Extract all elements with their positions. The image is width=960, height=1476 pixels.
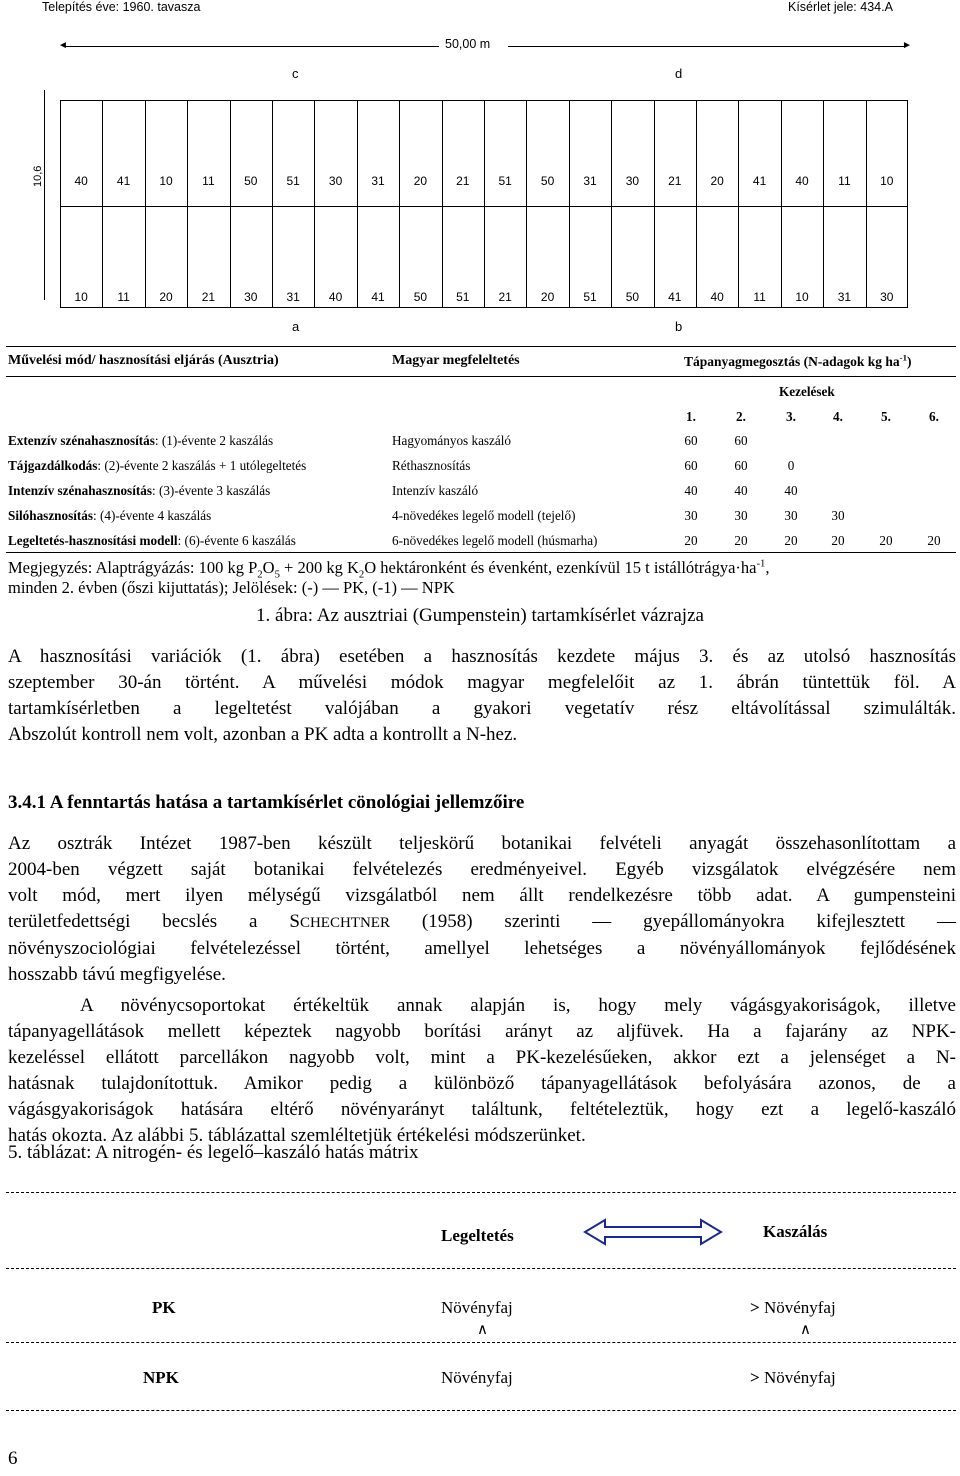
plot-number-top: 10 bbox=[880, 174, 894, 188]
plot-number-bottom: 11 bbox=[117, 290, 130, 304]
paragraph-usage-variations: A hasznosítási variációk (1. ábra) esetében a hasznosítás kezdete május 3. és az utolsó hasznosítás szeptember 30-án történt. A művelési módok magyar megfelelőit az 1. ábrán tüntettük föl. A tartamkísérletben a legeltetést valójában a gyakori vegetatív rész eltávolítással szimulálták. Abszolút kontroll nem volt, azonban a PK adta a kontrollt a N-hez. bbox=[8, 646, 956, 745]
plot-divider bbox=[399, 100, 400, 206]
arrow-left-icon: ◄ bbox=[58, 40, 68, 51]
plot-number-bottom: 21 bbox=[498, 290, 512, 304]
plot-divider bbox=[230, 100, 231, 206]
plot-number-top: 20 bbox=[710, 174, 724, 188]
row-pk: PK bbox=[152, 1298, 176, 1317]
treatment-value: 20 bbox=[831, 533, 845, 548]
method-detail: : (1)-évente 2 kaszálás bbox=[154, 433, 274, 448]
plot-number-bottom: 21 bbox=[201, 290, 216, 304]
treatment-row-method bbox=[8, 508, 211, 524]
plot-number-top: 51 bbox=[286, 174, 300, 188]
treatment-number: 1. bbox=[686, 409, 696, 424]
method-name: Legeltetés-hasznosítási modell bbox=[8, 533, 178, 548]
treatment-value: 20 bbox=[927, 533, 941, 548]
method-detail: : (4)-évente 4 kaszálás bbox=[93, 508, 212, 523]
treatment-number: 2. bbox=[736, 409, 746, 424]
arrow-right-icon: ► bbox=[902, 40, 912, 51]
col-header-nutrient: Tápanyagmegosztás (N-adagok kg $ha^{-1}$) bbox=[684, 352, 912, 369]
plot-divider bbox=[102, 100, 103, 206]
treatment-number: 4. bbox=[833, 409, 843, 424]
plot-divider bbox=[823, 100, 824, 206]
plot-number-top: 50 bbox=[540, 174, 555, 188]
treatment-row-method bbox=[8, 483, 270, 499]
plot-number-bottom: 41 bbox=[668, 290, 682, 304]
treatment-value: 30 bbox=[831, 508, 845, 523]
plot-number-top: 21 bbox=[668, 174, 682, 188]
plot-divider bbox=[866, 100, 867, 206]
method-detail: : (3)-évente 3 kaszálás bbox=[151, 483, 271, 498]
plot-number-bottom: 40 bbox=[328, 290, 343, 304]
plot-height-label: 10,6 bbox=[32, 165, 44, 187]
method-detail: : (2)-évente 2 kaszálás + 1 utólegeltetés bbox=[97, 458, 307, 473]
plot-number-bottom: 11 bbox=[753, 290, 766, 304]
treatment-value: 30 bbox=[784, 508, 798, 523]
plot-divider bbox=[526, 100, 527, 206]
height-dimension-line bbox=[44, 90, 45, 300]
plot-number-bottom: 50 bbox=[625, 290, 640, 304]
plot-divider bbox=[442, 100, 443, 206]
method-name: Tájgazdálkodás bbox=[8, 458, 98, 473]
plot-number-top: 20 bbox=[413, 174, 428, 188]
plot-number-bottom: 30 bbox=[244, 290, 258, 304]
plot-number-top: 51 bbox=[498, 174, 512, 188]
plot-number-bottom: 51 bbox=[456, 290, 470, 304]
plot-number-bottom: 10 bbox=[74, 290, 88, 304]
wedge-icon: ∧ bbox=[800, 1322, 811, 1338]
plot-number-bottom: 51 bbox=[583, 290, 597, 304]
plot-number-top: 41 bbox=[116, 174, 131, 188]
plot-number-bottom: 41 bbox=[371, 290, 385, 304]
plot-divider bbox=[611, 100, 612, 206]
cell-npk-legeltetes: Növényfaj bbox=[441, 1368, 513, 1387]
plot-divider bbox=[187, 100, 188, 206]
note: Megjegyzés: Alaptrágyázás: 100 kg $P_2O_5 + 200$ kg $K_2O$ hektáronként és évenként, ezenkívül 15 t $istállótrágya\cdot ha^{-1}$, minden 2. évben (őszi kijuttatás); Jelölések: (-) — PK, (-1) — NPK bbox=[8, 557, 770, 597]
plot-number-bottom: 10 bbox=[795, 290, 809, 304]
treatment-row-hungarian: Réthasznosítás bbox=[392, 458, 471, 473]
block-label-b: b bbox=[675, 319, 683, 334]
plot-number-top: 50 bbox=[244, 174, 258, 188]
header-left: Telepítés éve: 1960. tavasza bbox=[42, 0, 201, 14]
treatment-row-method bbox=[8, 458, 306, 474]
treatment-row-method bbox=[8, 433, 273, 449]
treatment-value: 30 bbox=[734, 508, 748, 523]
dimension-line bbox=[64, 46, 439, 47]
treatment-value: 20 bbox=[879, 533, 893, 548]
plot-number-top: 31 bbox=[583, 174, 597, 188]
section-heading: 3.4.1 A fenntartás hatása a tartamkísérlet cönológiai jellemzőire bbox=[8, 792, 525, 813]
plot-number-top: 11 bbox=[202, 174, 215, 188]
cell-npk-kaszalas: > Növényfaj bbox=[750, 1368, 836, 1387]
treatment-table bbox=[0, 340, 960, 560]
col-header-method: Művelési mód/ hasznosítási eljárás (Ausztria) bbox=[8, 353, 279, 368]
plot-divider bbox=[569, 100, 570, 206]
plot-divider bbox=[145, 100, 146, 206]
treatment-value: 40 bbox=[684, 483, 698, 498]
col-header-hungarian: Magyar megfeleltetés bbox=[392, 353, 520, 368]
plot-divider bbox=[357, 100, 358, 206]
cell-pk-kaszalas: > Növényfaj bbox=[750, 1298, 836, 1317]
plot-number-bottom: 50 bbox=[413, 290, 428, 304]
treatment-row-method bbox=[8, 533, 296, 549]
block-label-c: c bbox=[292, 66, 299, 81]
method-detail: : (6)-évente 6 kaszálás bbox=[177, 533, 296, 548]
row-npk: NPK bbox=[143, 1368, 179, 1387]
wedge-icon: ∧ bbox=[477, 1322, 488, 1338]
plot-number-bottom: 20 bbox=[540, 290, 555, 304]
plot-number-bottom: 31 bbox=[837, 290, 852, 304]
treatment-row-hungarian: 6-növedékes legelő modell (húsmarha) bbox=[392, 533, 598, 548]
plot-number-top: 31 bbox=[371, 174, 385, 188]
block-label-a: a bbox=[292, 319, 300, 334]
plot-diagram bbox=[0, 0, 960, 340]
plot-divider bbox=[738, 100, 739, 206]
table5-caption: 5. táblázat: A nitrogén- és legelő–kaszáló hatás mátrix bbox=[8, 1142, 419, 1163]
treatment-number: 3. bbox=[786, 409, 796, 424]
treatment-value: 60 bbox=[734, 433, 748, 448]
kezelesek-label: Kezelések bbox=[779, 384, 835, 399]
method-name: Silóhasznosítás bbox=[8, 508, 94, 523]
treatment-row-hungarian: Intenzív kaszáló bbox=[392, 483, 479, 498]
treatment-row-hungarian: Hagyományos kaszáló bbox=[392, 433, 512, 448]
plot-divider bbox=[781, 100, 782, 206]
paragraph-comparison: Az osztrák Intézet 1987-ben készült teljeskörű botanikai felvételi anyagát összehasonlítottam a 2004-ben végzett saját botanikai felvételezés eredményeivel. Egyéb vizsgálatok elvégzésére nem volt mód, mert ilyen mélységű vizsgálatból nem állt rendelkezésre több adat. A gumpensteini területfedettségi becslés a SCHECHTNER (1958) szerinti — gyepállományokra kifejlesztett — növényszociológiai felvételezéssel történt, amellyel lehetséges a növényállományok fejlődésének hosszabb távú megfigyelése. bbox=[8, 833, 956, 985]
block-label-d: d bbox=[675, 66, 683, 81]
treatment-value: 20 bbox=[684, 533, 698, 548]
method-name: Extenzív szénahasznosítás bbox=[8, 433, 155, 448]
col-legeltetes: Legeltetés bbox=[441, 1226, 514, 1245]
plot-divider bbox=[696, 100, 697, 206]
method-name: Intenzív szénahasznosítás bbox=[8, 483, 152, 498]
plot-number-top: 21 bbox=[456, 174, 470, 188]
plot-divider bbox=[484, 100, 485, 206]
plot-number-top: 11 bbox=[838, 174, 851, 188]
treatment-value: 60 bbox=[684, 458, 698, 473]
plot-number-bottom: 30 bbox=[880, 290, 894, 304]
plot-number-bottom: 31 bbox=[286, 290, 300, 304]
treatment-value: 40 bbox=[784, 483, 798, 498]
plot-divider bbox=[272, 100, 273, 206]
col-kaszalas: Kaszálás bbox=[763, 1222, 828, 1241]
double-arrow-icon bbox=[583, 1218, 723, 1246]
page-number: 6 bbox=[8, 1448, 18, 1469]
treatment-number: 5. bbox=[881, 409, 891, 424]
plot-number-top: 40 bbox=[74, 174, 88, 188]
figure-caption: 1. ábra: Az ausztriai (Gumpenstein) tartamkísérlet vázrajza bbox=[256, 605, 704, 626]
plot-width-label: 50,00 m bbox=[445, 37, 491, 51]
treatment-value: 20 bbox=[784, 533, 798, 548]
cell-pk-legeltetes: Növényfaj bbox=[441, 1298, 513, 1317]
plot-number-top: 30 bbox=[328, 174, 343, 188]
treatment-value: 60 bbox=[684, 433, 698, 448]
plot-number-top: 40 bbox=[795, 174, 809, 188]
plot-number-top: 30 bbox=[625, 174, 640, 188]
plot-divider bbox=[314, 100, 315, 206]
treatment-number: 6. bbox=[929, 409, 939, 424]
plot-number-bottom: 40 bbox=[710, 290, 724, 304]
plot-number-top: 10 bbox=[159, 174, 173, 188]
plot-number-bottom: 20 bbox=[159, 290, 173, 304]
header-right: Kísérlet jele: 434.A bbox=[788, 0, 893, 14]
paragraph-evaluation: A növénycsoportokat értékeltük annak alapján is, hogy mely vágásgyakoriságok, illetve tápanyagellátások mellett képeztek nagyobb borítási arányt az aljfüvek. Ha a fajarány az NPK- kezeléssel ellátott parcellákon nagyobb volt, mint a PK-kezelésűeken, akkor ezt a jelenséget a N- hatásnak tulajdonítottuk. Amikor pedig a különböző tápanyagellátások befolyására azonos, de a vágásgyakoriságok hatására eltérő növényarányt találtunk, feltételeztük, hogy ezt a legelő-kaszáló hatás okozta. Az alábbi 5. táblázattal szemléltetjük értékelési módszerünket. bbox=[8, 995, 956, 1146]
treatment-value: 0 bbox=[787, 458, 795, 473]
treatment-value: 60 bbox=[734, 458, 748, 473]
treatment-value: 40 bbox=[734, 483, 748, 498]
plot-number-top: 41 bbox=[752, 174, 767, 188]
plot-divider bbox=[654, 100, 655, 206]
treatment-value: 30 bbox=[684, 508, 698, 523]
treatment-value: 20 bbox=[734, 533, 748, 548]
table5-matrix bbox=[0, 1180, 960, 1420]
treatment-row-hungarian: 4-növedékes legelő modell (tejelő) bbox=[392, 508, 576, 523]
